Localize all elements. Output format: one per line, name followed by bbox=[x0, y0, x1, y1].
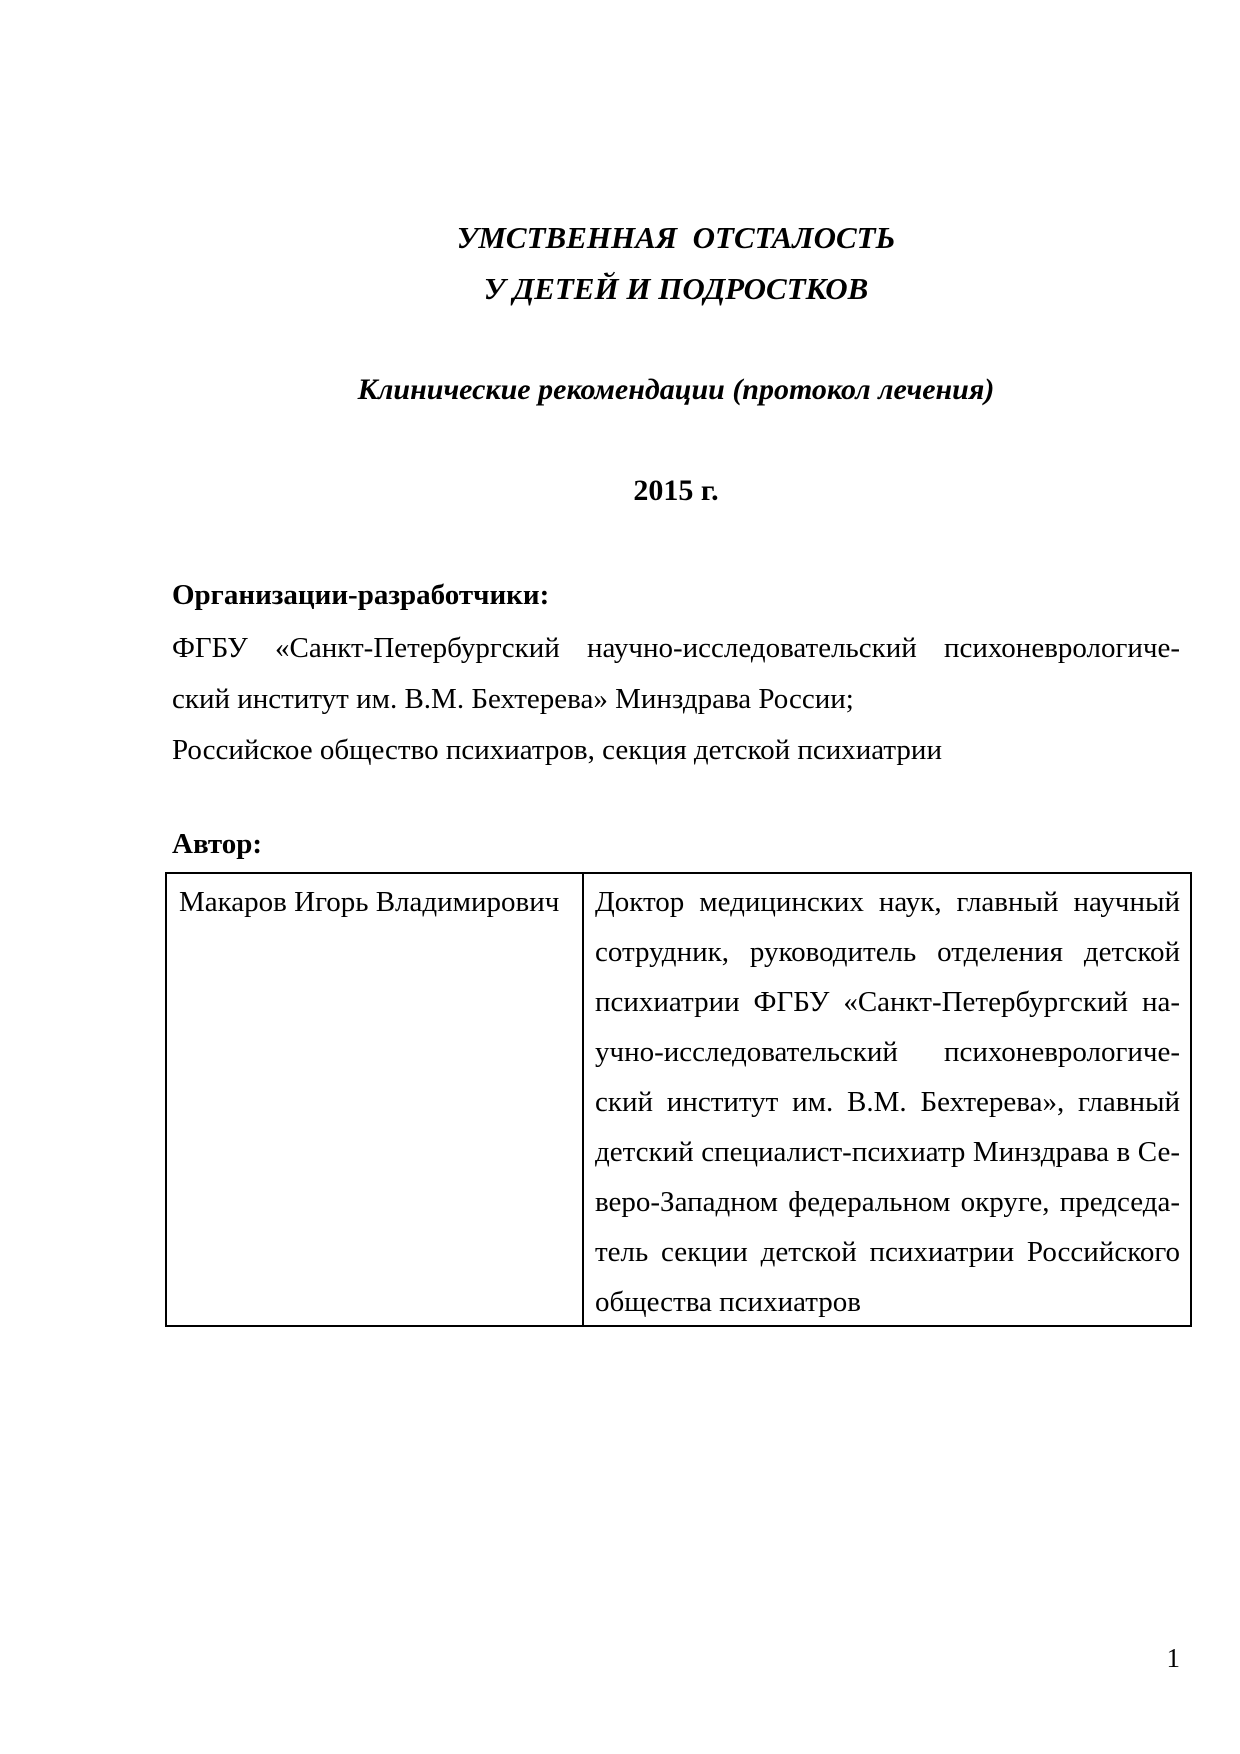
author-role-line: детский специалист-психиатр Минздрава в Се- bbox=[595, 1136, 1180, 1168]
doc-year: 2015 г. bbox=[633, 474, 719, 507]
author-role-line: веро-Западном федеральном округе, председа- bbox=[595, 1186, 1180, 1218]
author-heading: Автор: bbox=[172, 828, 263, 860]
doc-subtitle: Клинические рекомендации (протокол лечения) bbox=[357, 373, 995, 406]
author-name-cell bbox=[167, 874, 584, 1325]
doc-title-line1: УМСТВЕННАЯ ОТСТАЛОСТЬ bbox=[456, 220, 896, 255]
author-role-line: учно-исследовательский психоневрологиче- bbox=[595, 1036, 1180, 1068]
developers-line: ФГБУ «Санкт-Петербургский научно-исследовательский психоневрологиче- bbox=[172, 632, 1180, 664]
author-role-line: тель секции детской психиатрии Российского bbox=[595, 1236, 1180, 1268]
developers-line: ский институт им. В.М. Бехтерева» Минздрава России; bbox=[172, 683, 854, 715]
author-name: Макаров Игорь Владимирович bbox=[179, 886, 560, 918]
author-role-line: сотрудник, руководитель отделения детской bbox=[595, 936, 1180, 968]
developers-heading: Организации-разработчики: bbox=[172, 579, 550, 611]
author-role-line: психиатрии ФГБУ «Санкт-Петербургский на- bbox=[595, 986, 1180, 1018]
author-role-line: Доктор медицинских наук, главный научный bbox=[595, 886, 1180, 918]
page-number: 1 bbox=[1166, 1643, 1180, 1673]
author-role-cell bbox=[584, 874, 1190, 1325]
developers-line: Российское общество психиатров, секция детской психиатрии bbox=[172, 734, 942, 766]
author-role-line: ский институт им. В.М. Бехтерева», главный bbox=[595, 1086, 1180, 1118]
author-table bbox=[165, 872, 1192, 1327]
author-role-line: общества психиатров bbox=[595, 1286, 861, 1318]
doc-title-line2: У ДЕТЕЙ И ПОДРОСТКОВ bbox=[483, 271, 869, 306]
